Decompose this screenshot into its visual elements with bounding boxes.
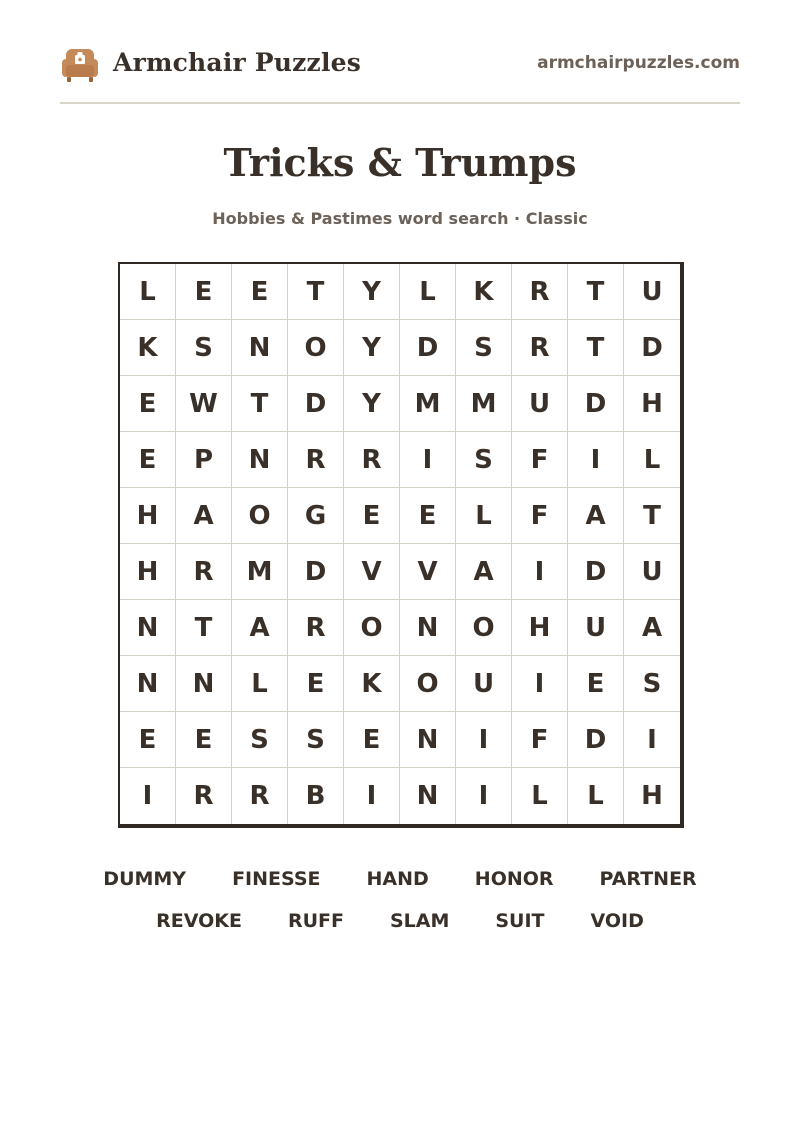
grid-cell[interactable]: T xyxy=(288,264,344,320)
grid-cell[interactable]: L xyxy=(512,768,568,824)
grid-cell[interactable]: I xyxy=(568,432,624,488)
grid-cell[interactable]: Y xyxy=(344,320,400,376)
grid-cell[interactable]: H xyxy=(120,544,176,600)
grid-cell[interactable]: E xyxy=(120,432,176,488)
grid-cell[interactable]: N xyxy=(400,712,456,768)
grid-cell[interactable]: D xyxy=(568,544,624,600)
grid-cell[interactable]: D xyxy=(624,320,680,376)
grid-cell[interactable]: I xyxy=(120,768,176,824)
grid-cell[interactable]: S xyxy=(288,712,344,768)
grid-cell[interactable]: N xyxy=(400,600,456,656)
puzzle-subtitle: Hobbies & Pastimes word search · Classic xyxy=(212,209,588,228)
grid-cell[interactable]: F xyxy=(512,488,568,544)
grid-cell[interactable]: U xyxy=(568,600,624,656)
grid-cell[interactable]: O xyxy=(344,600,400,656)
grid-cell[interactable]: L xyxy=(120,264,176,320)
grid-cell[interactable]: K xyxy=(344,656,400,712)
grid-cell[interactable]: A xyxy=(624,600,680,656)
grid-cell[interactable]: R xyxy=(288,432,344,488)
grid-cell[interactable]: O xyxy=(400,656,456,712)
grid-cell[interactable]: T xyxy=(568,264,624,320)
grid-cell[interactable]: W xyxy=(176,376,232,432)
letter-grid-frame xyxy=(118,262,684,828)
header-divider xyxy=(60,102,740,104)
word-list-row xyxy=(0,858,800,900)
grid-cell[interactable]: T xyxy=(568,320,624,376)
grid-cell[interactable]: K xyxy=(456,264,512,320)
word-list-item: HONOR xyxy=(474,868,554,890)
grid-cell[interactable]: I xyxy=(456,768,512,824)
grid-cell[interactable]: H xyxy=(120,488,176,544)
grid-cell[interactable]: S xyxy=(624,656,680,712)
grid-cell[interactable]: N xyxy=(232,432,288,488)
armchair-icon xyxy=(60,45,100,85)
grid-cell[interactable]: Y xyxy=(344,376,400,432)
grid-cell[interactable]: A xyxy=(176,488,232,544)
grid-cell[interactable]: T xyxy=(232,376,288,432)
grid-cell[interactable]: A xyxy=(456,544,512,600)
grid-cell[interactable]: O xyxy=(288,320,344,376)
grid-cell[interactable]: N xyxy=(176,656,232,712)
grid-cell[interactable]: Y xyxy=(344,264,400,320)
grid-cell[interactable]: E xyxy=(568,656,624,712)
grid-cell[interactable]: I xyxy=(624,712,680,768)
grid-cell[interactable]: E xyxy=(232,264,288,320)
grid-cell[interactable]: P xyxy=(176,432,232,488)
word-list-item: SLAM xyxy=(389,910,450,932)
word-list-item: DUMMY xyxy=(103,868,187,890)
word-list xyxy=(0,858,800,942)
grid-cell[interactable]: D xyxy=(288,376,344,432)
grid-cell[interactable]: V xyxy=(400,544,456,600)
grid-cell[interactable]: E xyxy=(176,264,232,320)
grid-cell[interactable]: T xyxy=(624,488,680,544)
grid-cell[interactable]: I xyxy=(344,768,400,824)
word-list-item: REVOKE xyxy=(156,910,242,932)
grid-cell[interactable]: L xyxy=(624,432,680,488)
grid-cell[interactable]: D xyxy=(568,712,624,768)
word-list-item: PARTNER xyxy=(599,868,697,890)
grid-cell[interactable]: V xyxy=(344,544,400,600)
grid-cell[interactable]: U xyxy=(456,656,512,712)
grid-cell[interactable]: D xyxy=(288,544,344,600)
grid-cell[interactable]: N xyxy=(232,320,288,376)
grid-cell[interactable]: K xyxy=(120,320,176,376)
grid-cell[interactable]: H xyxy=(624,376,680,432)
word-list-item: FINESSE xyxy=(232,868,321,890)
grid-cell[interactable]: R xyxy=(512,320,568,376)
grid-cell[interactable]: O xyxy=(456,600,512,656)
grid-cell[interactable]: U xyxy=(624,264,680,320)
grid-cell[interactable]: D xyxy=(568,376,624,432)
word-list-item: SUIT xyxy=(495,910,545,932)
grid-cell[interactable]: H xyxy=(512,600,568,656)
grid-cell[interactable]: U xyxy=(512,376,568,432)
word-list-item: RUFF xyxy=(287,910,344,932)
grid-cell[interactable]: U xyxy=(624,544,680,600)
grid-cell[interactable]: G xyxy=(288,488,344,544)
grid-cell[interactable]: R xyxy=(176,768,232,824)
grid-cell[interactable]: L xyxy=(456,488,512,544)
grid-cell[interactable]: E xyxy=(288,656,344,712)
site-url[interactable]: armchairpuzzles.com xyxy=(537,53,740,73)
grid-cell[interactable]: E xyxy=(344,488,400,544)
grid-cell[interactable]: B xyxy=(288,768,344,824)
grid-cell[interactable]: R xyxy=(232,768,288,824)
grid-cell[interactable]: M xyxy=(456,376,512,432)
grid-cell[interactable]: A xyxy=(568,488,624,544)
grid-cell[interactable]: F xyxy=(512,712,568,768)
grid-cell[interactable]: E xyxy=(120,376,176,432)
grid-cell[interactable]: I xyxy=(512,656,568,712)
word-list-item: HAND xyxy=(366,868,429,890)
grid-cell[interactable]: E xyxy=(344,712,400,768)
grid-cell[interactable]: I xyxy=(400,432,456,488)
grid-cell[interactable]: E xyxy=(400,488,456,544)
grid-cell[interactable]: E xyxy=(176,712,232,768)
grid-cell[interactable]: N xyxy=(120,600,176,656)
grid-cell[interactable]: N xyxy=(120,656,176,712)
puzzle-title: Tricks & Trumps xyxy=(223,140,577,185)
word-list-row xyxy=(0,900,800,942)
grid-cell[interactable]: T xyxy=(176,600,232,656)
grid-cell[interactable]: D xyxy=(400,320,456,376)
grid-cell[interactable]: M xyxy=(232,544,288,600)
brand-name: Armchair Puzzles xyxy=(113,48,362,77)
grid-cell[interactable]: L xyxy=(232,656,288,712)
grid-cell[interactable]: R xyxy=(344,432,400,488)
word-list-item: VOID xyxy=(590,910,644,932)
grid-cell[interactable]: H xyxy=(641,781,663,811)
grid-cell[interactable]: I xyxy=(456,712,512,768)
letter-grid xyxy=(120,264,680,824)
grid-cell[interactable]: R xyxy=(288,600,344,656)
grid-cell[interactable]: O xyxy=(232,488,288,544)
grid-cell[interactable]: M xyxy=(400,376,456,432)
grid-cell[interactable]: N xyxy=(400,768,456,824)
page-header xyxy=(60,40,740,90)
grid-cell[interactable]: L xyxy=(400,264,456,320)
grid-cell[interactable]: F xyxy=(512,432,568,488)
grid-cell[interactable]: L xyxy=(568,768,624,824)
grid-cell[interactable]: E xyxy=(120,712,176,768)
grid-cell[interactable]: S xyxy=(456,432,512,488)
grid-cell[interactable]: S xyxy=(456,320,512,376)
grid-cell[interactable]: R xyxy=(176,544,232,600)
grid-cell[interactable]: S xyxy=(176,320,232,376)
grid-cell[interactable]: I xyxy=(512,544,568,600)
grid-cell[interactable]: A xyxy=(232,600,288,656)
grid-cell[interactable]: R xyxy=(512,264,568,320)
grid-cell[interactable]: S xyxy=(232,712,288,768)
